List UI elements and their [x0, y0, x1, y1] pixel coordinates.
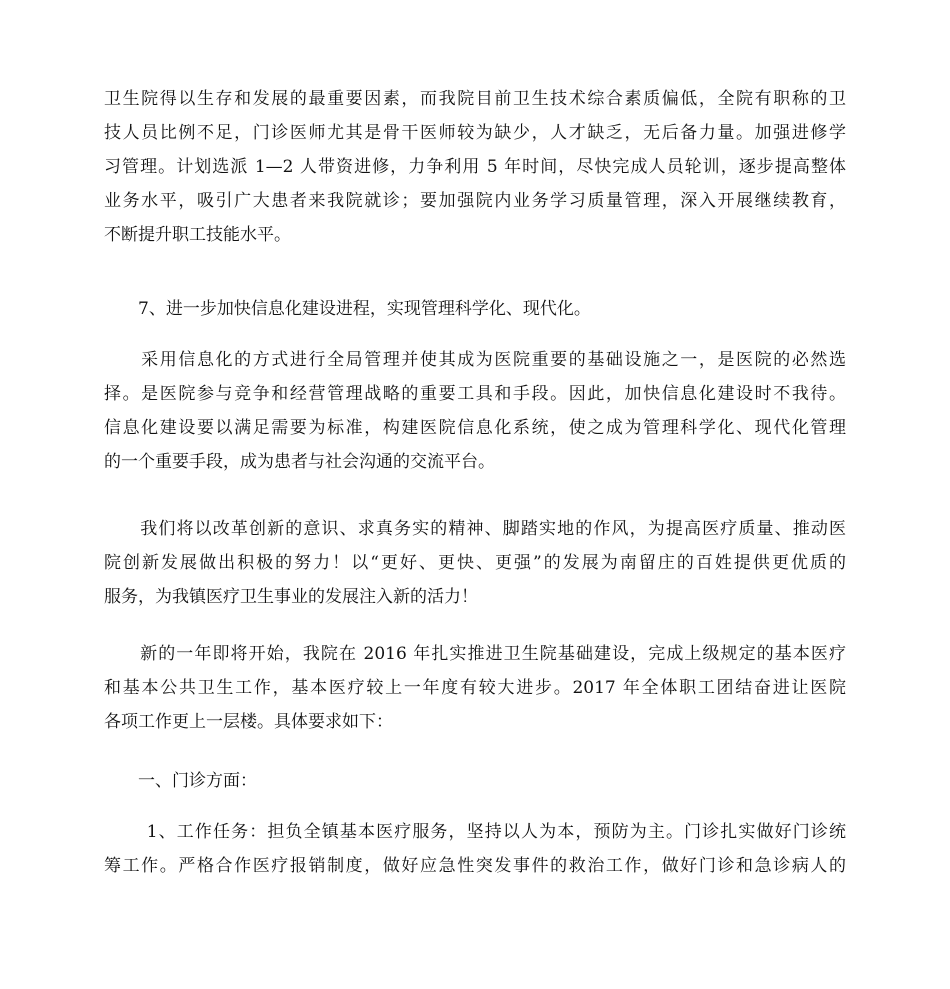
text-line: 习管理。计划选派 1—2 人带资进修，力争利用 5 年时间，尽快完成人员轮训，逐步提高整体: [104, 157, 846, 177]
heading-item-7: [104, 292, 846, 326]
paragraph-reform-innovation: [104, 512, 846, 614]
text-line: 卫生院得以生存和发展的最重要因素，而我院目前卫生技术综合素质偏低，全院有职称的卫: [104, 89, 846, 109]
paragraph-work-tasks: [104, 815, 846, 883]
text-line: 7、进一步加快信息化建设进程，实现管理科学化、现代化。: [104, 299, 591, 319]
text-line: 我们将以改革创新的意识、求真务实的精神、脚踏实地的作风，为提高医疗质量、推动医: [104, 519, 846, 539]
text-line: 服务，为我镇医疗卫生事业的发展注入新的活力！: [104, 587, 478, 607]
paragraph-talent-training: [104, 82, 846, 252]
text-line: 和基本公共卫生工作，基本医疗较上一年度有较大进步。2017 年全体职工团结奋进让医院: [104, 678, 846, 698]
paragraph-new-year: [104, 637, 846, 739]
text-line: 一、门诊方面：: [104, 771, 257, 791]
text-line: 择。是医院参与竞争和经营管理战略的重要工具和手段。因此，加快信息化建设时不我待。: [104, 384, 846, 404]
text-line: 不断提升职工技能水平。: [104, 225, 291, 245]
heading-outpatient: [104, 764, 846, 798]
text-line: 业务水平，吸引广大患者来我院就诊；要加强院内业务学习质量管理，深入开展继续教育，: [104, 191, 846, 211]
text-line: 信息化建设要以满足需要为标准，构建医院信息化系统，使之成为管理科学化、现代化管理: [104, 418, 846, 438]
paragraph-informatization: [104, 343, 846, 479]
text-line: 新的一年即将开始，我院在 2016 年扎实推进卫生院基础建设，完成上级规定的基本医疗: [104, 644, 846, 664]
text-line: 技人员比例不足，门诊医师尤其是骨干医师较为缺少，人才缺乏，无后备力量。加强进修学: [104, 123, 846, 143]
text-line: 院创新发展做出积极的努力！以“更好、更快、更强”的发展为南留庄的百姓提供更优质的: [104, 553, 846, 573]
text-line: 筹工作。严格合作医疗报销制度，做好应急性突发事件的救治工作，做好门诊和急诊病人的: [104, 856, 846, 876]
text-line: 1、工作任务：担负全镇基本医疗服务，坚持以人为本，预防为主。门诊扎实做好门诊统: [104, 822, 846, 842]
text-line: 各项工作更上一层楼。具体要求如下：: [104, 712, 393, 732]
text-line: 采用信息化的方式进行全局管理并使其成为医院重要的基础设施之一，是医院的必然选: [104, 350, 846, 370]
text-line: 的一个重要手段，成为患者与社会沟通的交流平台。: [104, 452, 495, 472]
